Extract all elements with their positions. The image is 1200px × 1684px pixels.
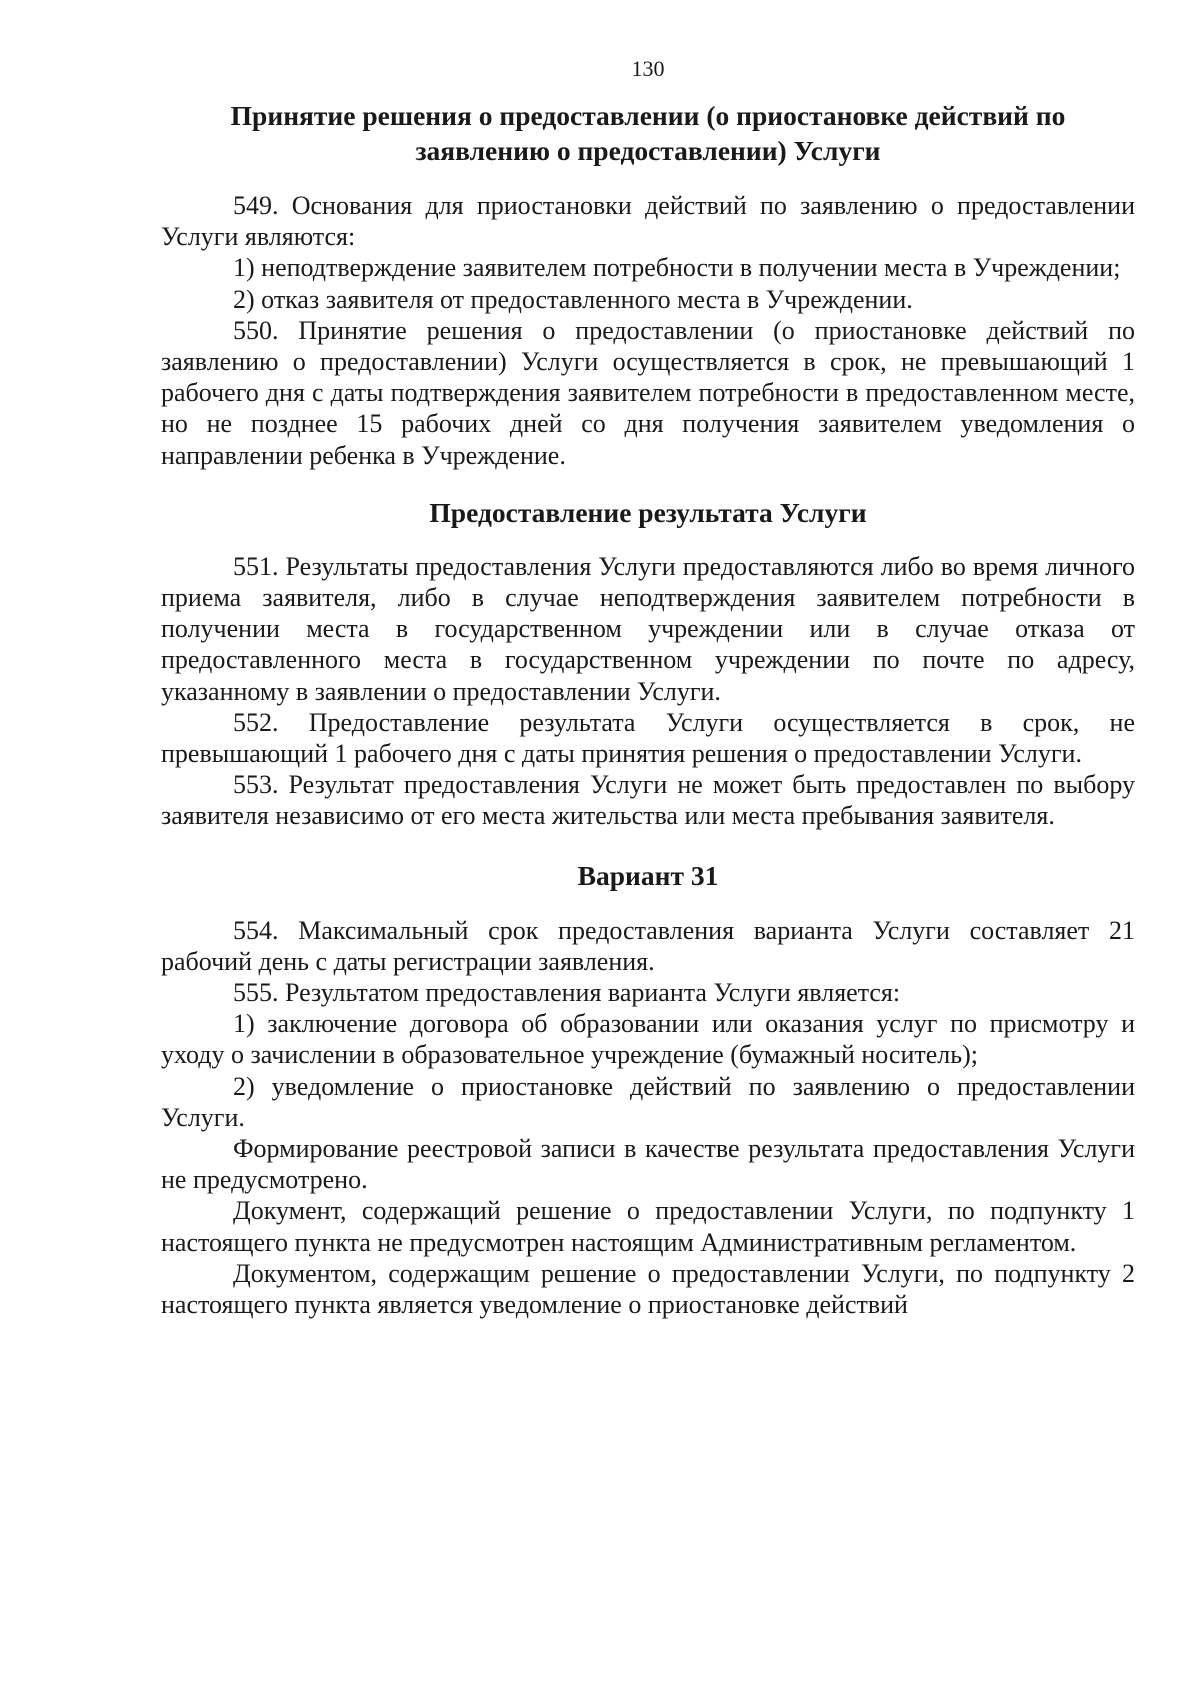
- section-result: [161, 495, 1135, 832]
- paragraph-document-1: Документ, содержащий решение о предоставлении Услуги, по подпункту 1 настоящего пункта не предусмотрен настоящим Административным регламентом.: [161, 1196, 1135, 1257]
- paragraph-550: 550. Принятие решения о предоставлении (о приостановке действий по заявлению о предоставлении) Услуги осуществляется в срок, не превышающий 1 рабочего дня с даты подтверждения заявителем потребности в предоставленном месте, но не позднее 15 рабочих дней со дня получения заявителем уведомления о направлении ребенка в Учреждение.: [161, 315, 1135, 470]
- paragraph-549: 549. Основания для приостановки действий по заявлению о предоставлении Услуги являются:: [161, 191, 1135, 252]
- paragraph-registry: Формирование реестровой записи в качестве результата предоставления Услуги не предусмотрено.: [161, 1134, 1135, 1195]
- subitem-1: 1) неподтверждение заявителем потребности в получении места в Учреждении;: [233, 253, 1121, 283]
- section-title-line: Предоставление результата Услуги: [429, 496, 867, 528]
- section-title: [161, 98, 1135, 168]
- section-title: [161, 858, 1135, 893]
- subitem-2: 2) отказ заявителя от предоставленного места в Учреждении.: [233, 284, 913, 314]
- section-title: [161, 495, 1135, 530]
- section-title-line: Принятие решения о предоставлении (о приостановке действий по: [230, 100, 1066, 131]
- subitem-2: 2) уведомление о приостановке действий по заявлению о предоставлении Услуги.: [161, 1071, 1135, 1132]
- paragraph-551: 551. Результаты предоставления Услуги предоставляются либо во время личного приема заявителя, либо в случае неподтверждения заявителем потребности в получении места в государственном учреждении или в случае отказа от предоставленного места в государственном учреждении по почте по адресу, указанному в заявлении о предоставлении Услуги.: [161, 551, 1135, 706]
- subitem-1: 1) заключение договора об образовании или оказания услуг по присмотру и уходу о зачислении в образовательное учреждение (бумажный носитель);: [161, 1009, 1135, 1070]
- paragraph-552: 552. Предоставление результата Услуги осуществляется в срок, не превышающий 1 рабочего дня с даты принятия решения о предоставлении Услуги.: [161, 707, 1135, 769]
- section-title-line: Вариант 31: [577, 859, 719, 891]
- document-page: [161, 54, 1135, 1320]
- paragraph-555: 555. Результатом предоставления варианта Услуги является:: [233, 978, 901, 1008]
- page-number: 130: [631, 56, 665, 81]
- section-variant-31: [161, 858, 1135, 1321]
- paragraph-document-2: Документом, содержащим решение о предоставлении Услуги, по подпункту 2 настоящего пункта является уведомление о приостановке действий: [161, 1258, 1135, 1320]
- paragraph-553: 553. Результат предоставления Услуги не может быть предоставлен по выбору заявителя независимо от его места жительства или места пребывания заявителя.: [161, 770, 1135, 831]
- section-decision: [161, 98, 1135, 471]
- paragraph-554: 554. Максимальный срок предоставления варианта Услуги составляет 21 рабочий день с даты регистрации заявления.: [161, 915, 1135, 976]
- section-title-line: заявлению о предоставлении) Услуги: [415, 135, 881, 166]
